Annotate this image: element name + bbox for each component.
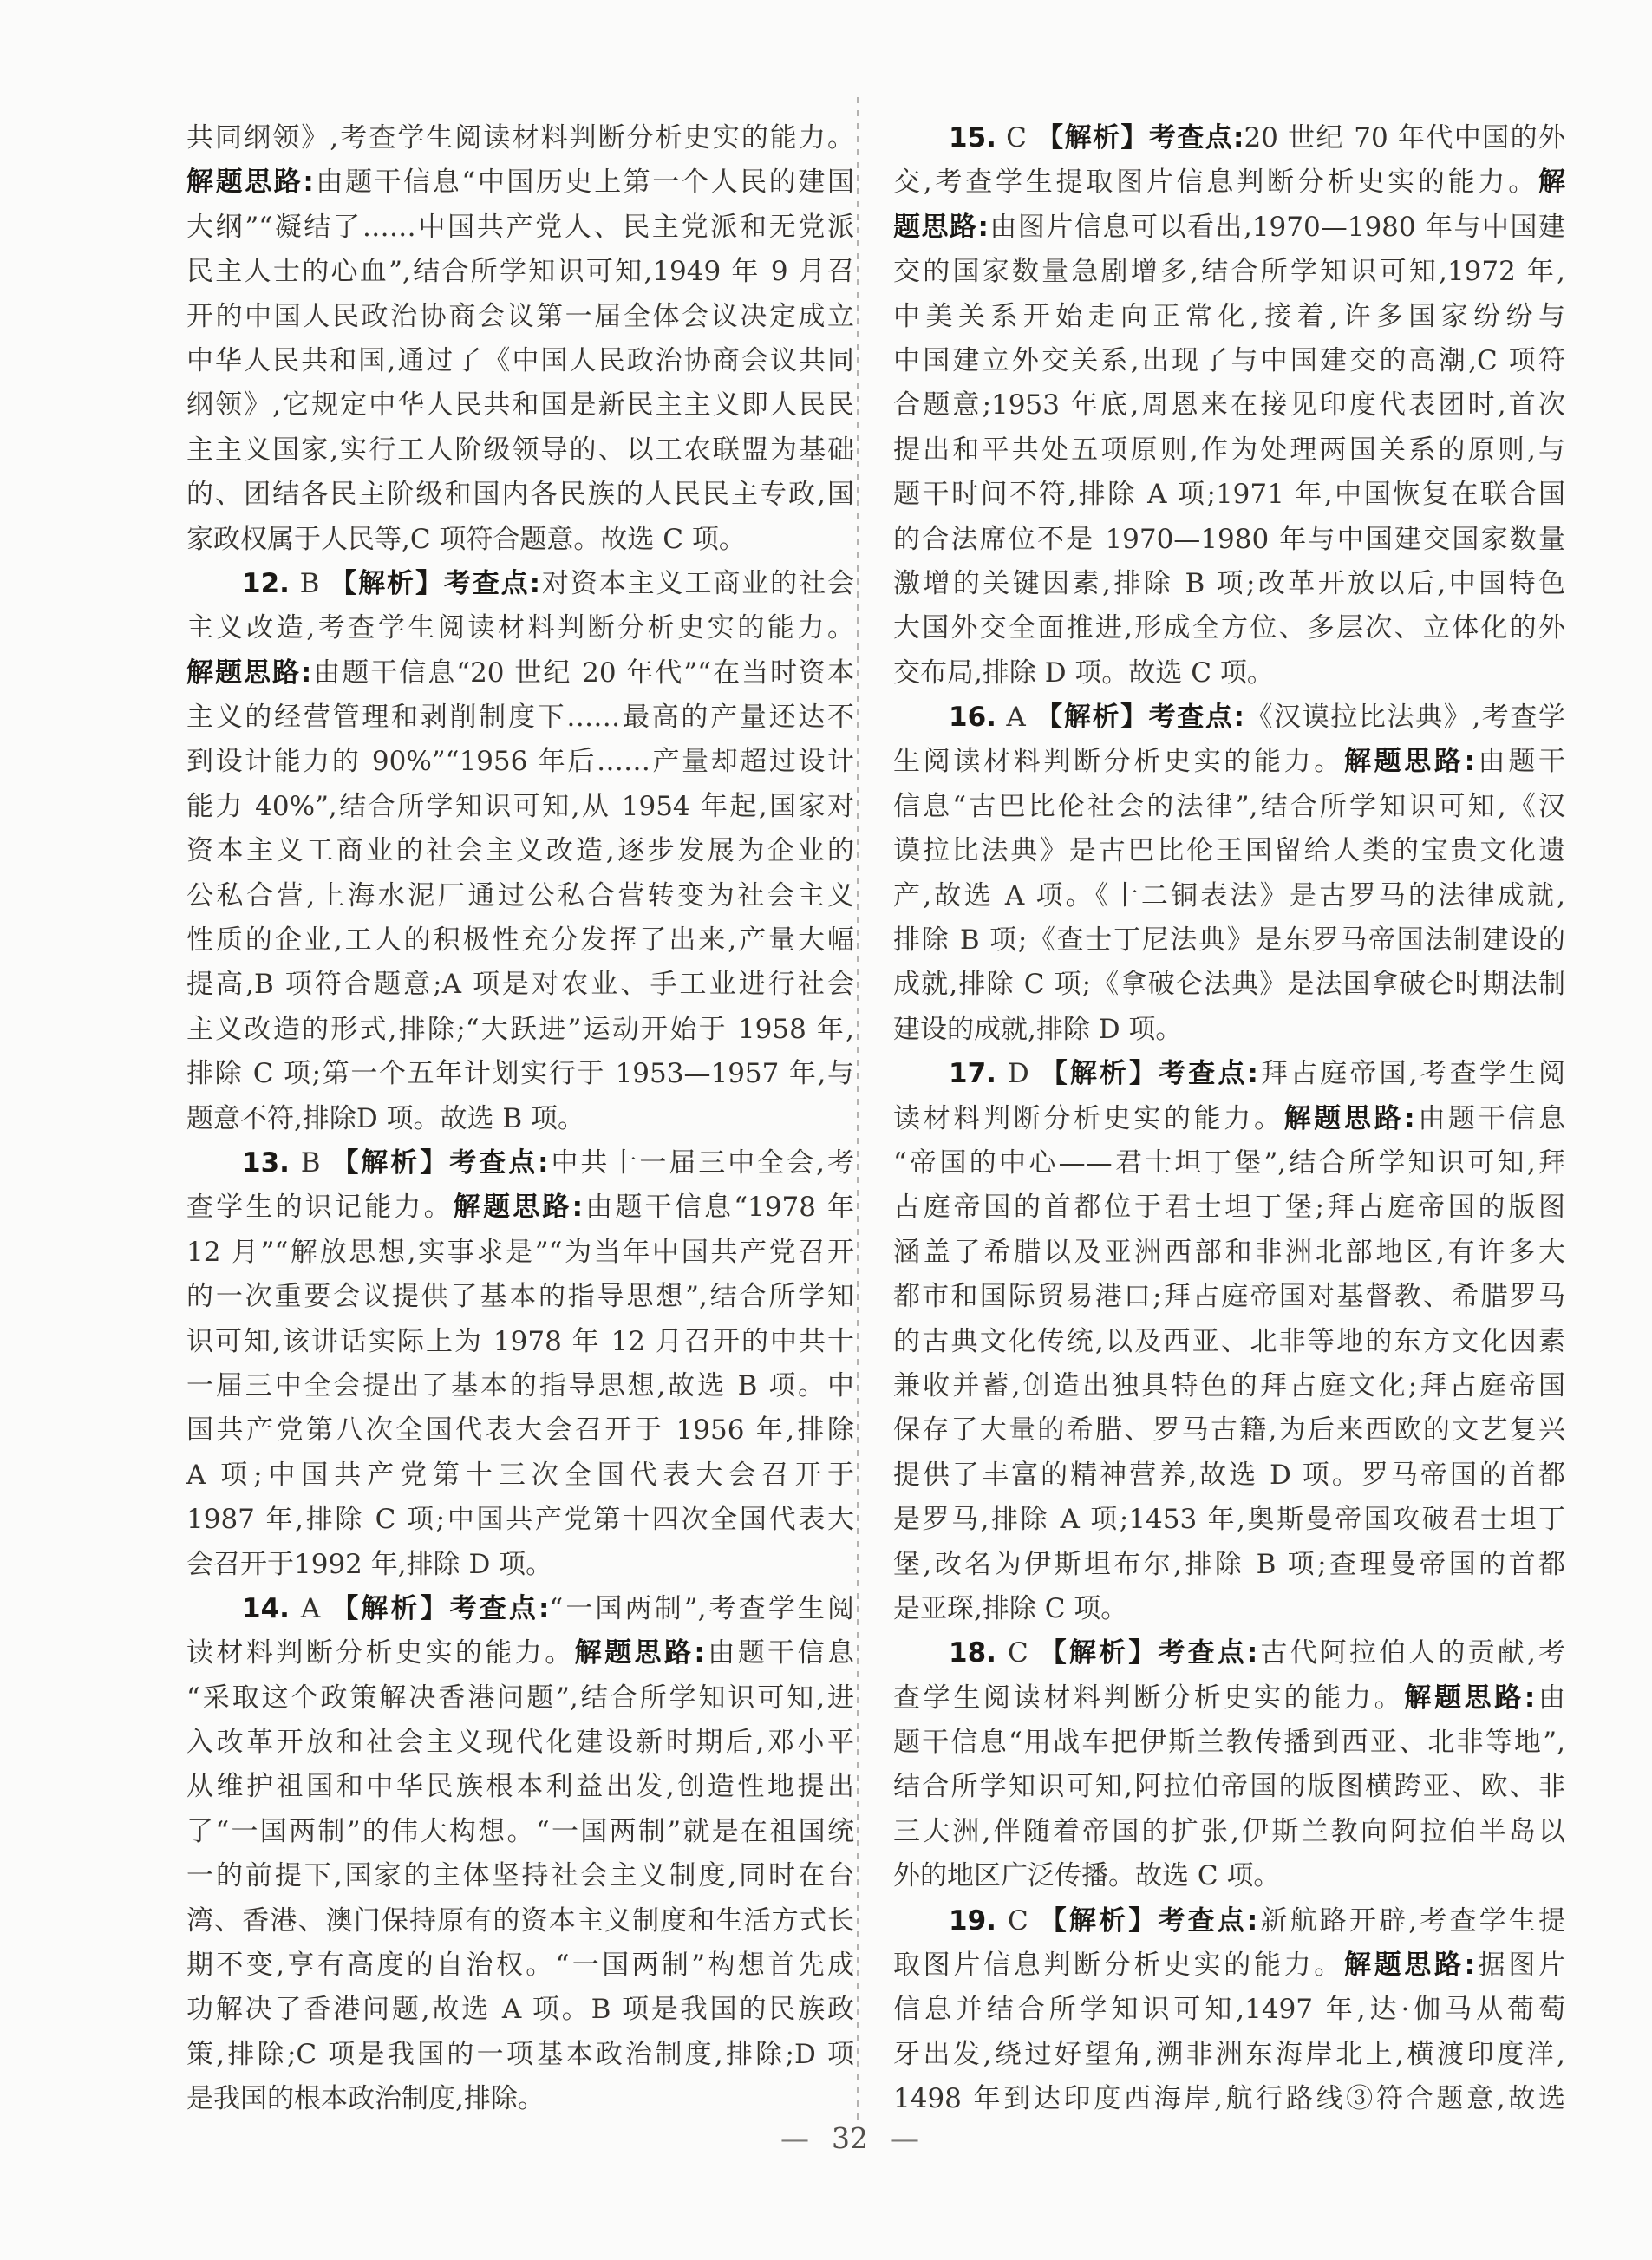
- bold-run: 【解析】考查点:: [331, 1146, 549, 1179]
- text-run: 湾、香港、澳门保持原有的资本主义制度和生活方式长: [186, 1904, 854, 1937]
- text-run: “一国两制”,考查学生阅: [549, 1592, 854, 1624]
- text-run: 了“一国两制”的伟大构想。“一国两制”就是在祖国统: [186, 1815, 854, 1847]
- text-run: “采取这个政策解决香港问题”,结合所学知识可知,进: [186, 1682, 854, 1714]
- text-line: [893, 1498, 1565, 1542]
- text-run: 由图片信息可以看出,1970—1980 年与中国建: [988, 211, 1565, 243]
- text-line: [893, 2033, 1565, 2077]
- text-line: [893, 1543, 1565, 1587]
- text-line: [186, 1631, 854, 1675]
- text-run: 主主义国家,实行工人阶级领导的、以工农联盟为基础: [186, 434, 854, 466]
- text-line: [893, 1408, 1565, 1453]
- text-line: [186, 1810, 854, 1854]
- text-run: 由题干: [1475, 746, 1565, 778]
- bold-run: 【解析】考查点:: [330, 567, 540, 599]
- text-line: [186, 785, 854, 829]
- text-run: 激增的关键因素,排除 B 项;改革开放以后,中国特色: [893, 567, 1565, 599]
- text-run: 交的国家数量急剧增多,结合所学知识可知,1972 年,: [893, 256, 1565, 288]
- text-run: 中共十一届三中全会,考: [548, 1146, 854, 1179]
- text-run: C: [996, 1904, 1040, 1937]
- text-line: [186, 428, 854, 473]
- text-line: [893, 1008, 1565, 1052]
- bold-run: 解题思路:: [574, 1637, 705, 1669]
- text-line: [893, 963, 1565, 1007]
- text-line: [186, 1320, 854, 1364]
- text-line: [186, 339, 854, 383]
- text-line: [186, 2077, 854, 2121]
- text-line: [186, 1275, 854, 1319]
- text-line: [186, 473, 854, 517]
- text-line: [893, 606, 1565, 650]
- bold-run: 19.: [949, 1904, 996, 1937]
- text-run: 提高,B 项符合题意;A 项是对农业、手工业进行社会: [186, 969, 854, 1001]
- text-line: [893, 2077, 1565, 2121]
- bold-run: 【解析】考查点:: [331, 1592, 550, 1624]
- text-line: [186, 160, 854, 205]
- text-run: 信息“古巴比伦社会的法律”,结合所学知识可知,《汉: [893, 790, 1565, 822]
- right-text-column: [893, 116, 1565, 2122]
- text-run: 堡,改名为伊斯坦布尔,排除 B 项;查理曼帝国的首都: [893, 1548, 1565, 1580]
- bold-run: 解题思路:: [453, 1192, 583, 1224]
- bold-run: 15.: [949, 122, 996, 153]
- text-run: C: [996, 1637, 1040, 1669]
- text-line: [186, 1721, 854, 1765]
- text-run: 古代阿拉伯人的贡献,考: [1257, 1637, 1565, 1669]
- text-run: 能力 40%”,结合所学知识可知,从 1954 年起,国家对: [186, 790, 854, 822]
- text-run: 占庭帝国的首都位于君士坦丁堡;拜占庭帝国的版图: [893, 1192, 1565, 1224]
- text-run: 由题干信息“20 世纪 20 年代”“在当时资本: [311, 656, 854, 689]
- text-line: [186, 1408, 854, 1453]
- text-run: “帝国的中心——君士坦丁堡”,结合所学知识可知,拜: [893, 1146, 1565, 1179]
- text-run: 家政权属于人民等,C 项符合题意。故选 C 项。: [186, 523, 746, 555]
- text-run: 中华人民共和国,通过了《中国人民政治协商会议共同: [186, 344, 854, 376]
- text-run: 都市和国际贸易港口;拜占庭帝国对基督教、希腊罗马: [893, 1281, 1565, 1313]
- text-run: 的合法席位不是 1970—1980 年与中国建交国家数量: [893, 523, 1565, 555]
- text-run: 民主人士的心血”,结合所学知识可知,1949 年 9 月召: [186, 256, 854, 288]
- text-run: 是我国的根本政治制度,排除。: [186, 2083, 545, 2115]
- text-run: 主义改造的形式,排除;“大跃进”运动开始于 1958 年,: [186, 1013, 854, 1045]
- text-line: [186, 1676, 854, 1721]
- text-line: [186, 1765, 854, 1809]
- text-line: [893, 1721, 1565, 1765]
- text-run: 排除 B 项;《查士丁尼法典》是东罗马帝国法制建设的: [893, 924, 1565, 957]
- bold-run: 【解析】考查点:: [1035, 702, 1244, 734]
- text-run: 结合所学知识可知,阿拉伯帝国的版图横跨亚、欧、非: [893, 1771, 1565, 1803]
- bold-run: 解题思路:: [186, 656, 312, 689]
- text-line: [186, 383, 854, 428]
- text-run: 建设的成就,排除 D 项。: [893, 1013, 1183, 1045]
- text-line: [893, 651, 1565, 696]
- text-run: 1498 年到达印度西海岸,航行路线③符合题意,故选: [893, 2083, 1565, 2115]
- text-run: 题意不符,排除D 项。故选 B 项。: [186, 1102, 585, 1134]
- text-run: 拜占庭帝国,考查学生阅: [1257, 1058, 1565, 1090]
- text-line: [186, 740, 854, 784]
- text-run: B: [289, 567, 330, 599]
- text-run: 纲领》,它规定中华人民共和国是新民主主义即人民民: [186, 389, 854, 421]
- text-line: [186, 518, 854, 562]
- text-line: [186, 1943, 854, 1988]
- text-run: A: [996, 702, 1036, 734]
- text-run: A 项;中国共产党第十三次全国代表大会召开于: [186, 1459, 854, 1491]
- bold-run: 16.: [949, 702, 996, 734]
- text-run: 涵盖了希腊以及亚洲西部和非洲北部地区,有许多大: [893, 1236, 1565, 1268]
- text-line: [893, 383, 1565, 428]
- text-run: 入改革开放和社会主义现代化建设新时期后,邓小平: [186, 1727, 854, 1759]
- text-run: 功解决了香港问题,故选 A 项。B 项是我国的民族政: [186, 1994, 854, 2026]
- text-run: 谟拉比法典》是古巴比伦王国留给人类的宝贵文化遗: [893, 835, 1565, 867]
- bold-run: 【解析】考查点:: [1036, 122, 1244, 153]
- text-line: [893, 250, 1565, 294]
- text-run: 12 月”“解放思想,实事求是”“为当年中国共产党召开: [186, 1236, 854, 1268]
- text-line: [893, 829, 1565, 873]
- text-line: [893, 696, 1565, 740]
- text-run: 兼收并蓄,创造出独具特色的拜占庭文化;拜占庭帝国: [893, 1369, 1565, 1401]
- bold-run: 【解析】考查点:: [1040, 1058, 1258, 1090]
- text-run: 产,故选 A 项。《十二铜表法》是古罗马的法律成就,: [893, 879, 1565, 911]
- text-run: 外的地区广泛传播。故选 C 项。: [893, 1860, 1281, 1892]
- text-run: 公私合营,上海水泥厂通过公私合营转变为社会主义: [186, 879, 854, 911]
- text-run: 交,考查学生提取图片信息判断分析史实的能力。: [893, 167, 1538, 199]
- bold-run: 解题思路:: [1404, 1682, 1536, 1714]
- text-run: 中国建立外交关系,出现了与中国建交的高潮,C 项符: [893, 344, 1565, 376]
- text-line: [893, 785, 1565, 829]
- page-number: 32: [832, 2121, 868, 2155]
- text-run: 识可知,该讲话实际上为 1978 年 12 月召开的中共十: [186, 1325, 854, 1357]
- bold-run: 解: [1538, 167, 1565, 199]
- text-run: 从维护祖国和中华民族根本利益出发,创造性地提出: [186, 1771, 854, 1803]
- text-line: [186, 1988, 854, 2032]
- text-line: [186, 829, 854, 873]
- text-line: [186, 206, 854, 250]
- text-line: [186, 696, 854, 740]
- bold-run: 解题思路:: [1283, 1102, 1415, 1134]
- text-line: [893, 1097, 1565, 1141]
- text-run: 《汉谟拉比法典》,考查学: [1244, 702, 1565, 734]
- text-line: [186, 1231, 854, 1275]
- text-run: 策,排除;C 项是我国的一项基本政治制度,排除;D 项: [186, 2038, 854, 2070]
- bold-run: 【解析】考查点:: [1039, 1904, 1258, 1937]
- page-footer: [780, 2121, 919, 2155]
- text-run: 的一次重要会议提供了基本的指导思想”,结合所学知: [186, 1281, 854, 1313]
- text-line: [186, 1498, 854, 1542]
- text-run: 合题意;1953 年底,周恩来在接见印度代表团时,首次: [893, 389, 1565, 421]
- text-line: [186, 1141, 854, 1186]
- text-line: [186, 963, 854, 1007]
- text-line: [893, 1141, 1565, 1186]
- text-line: [893, 1854, 1565, 1898]
- text-run: 题干信息“用战车把伊斯兰教传播到西亚、北非等地”,: [893, 1727, 1565, 1759]
- bold-run: 14.: [242, 1592, 290, 1624]
- text-line: [893, 1231, 1565, 1275]
- text-run: 大纲”“凝结了……中国共产党人、民主党派和无党派: [186, 211, 854, 243]
- text-run: 由题干信息“1978 年: [583, 1192, 854, 1224]
- text-run: 一的前提下,国家的主体坚持社会主义制度,同时在台: [186, 1860, 854, 1892]
- text-run: 是罗马,排除 A 项;1453 年,奥斯曼帝国攻破君士坦丁: [893, 1504, 1565, 1536]
- text-line: [893, 1364, 1565, 1408]
- text-line: [186, 1008, 854, 1052]
- text-line: [893, 562, 1565, 606]
- text-run: 三大洲,伴随着帝国的扩张,伊斯兰教向阿拉伯半岛以: [893, 1815, 1565, 1847]
- text-line: [186, 1364, 854, 1408]
- text-line: [186, 606, 854, 650]
- text-line: [893, 116, 1565, 160]
- text-line: [186, 116, 854, 160]
- text-line: [893, 206, 1565, 250]
- text-run: 新航路开辟,考查学生提: [1257, 1904, 1565, 1937]
- text-line: [893, 1899, 1565, 1943]
- text-line: [893, 1186, 1565, 1230]
- text-line: [186, 651, 854, 696]
- bold-run: 18.: [949, 1637, 996, 1669]
- text-line: [186, 295, 854, 339]
- text-run: 主义的经营管理和剥削制度下……最高的产量还达不: [186, 702, 854, 734]
- text-line: [893, 1275, 1565, 1319]
- bold-run: 13.: [242, 1146, 290, 1179]
- text-run: 排除 C 项;第一个五年计划实行于 1953—1957 年,与: [186, 1058, 854, 1090]
- column-divider: [857, 97, 859, 2120]
- text-run: 读材料判断分析史实的能力。: [893, 1102, 1284, 1134]
- text-line: [893, 1943, 1565, 1988]
- text-line: [186, 1052, 854, 1096]
- text-run: 生阅读材料判断分析史实的能力。: [893, 746, 1344, 778]
- text-line: [893, 428, 1565, 473]
- bold-run: 解题思路:: [186, 167, 314, 199]
- text-run: 资本主义工商业的社会主义改造,逐步发展为企业的: [186, 835, 854, 867]
- text-line: [893, 1765, 1565, 1809]
- left-text-column: [186, 116, 854, 2122]
- text-line: [186, 250, 854, 294]
- bold-run: 【解析】考查点:: [1039, 1637, 1258, 1669]
- text-run: 成就,排除 C 项;《拿破仑法典》是法国拿破仑时期法制: [893, 969, 1565, 1001]
- text-line: [893, 473, 1565, 517]
- text-line: [893, 874, 1565, 918]
- text-run: 信息并结合所学知识可知,1497 年,达·伽马从葡萄: [893, 1994, 1565, 2026]
- text-run: 取图片信息判断分析史实的能力。: [893, 1950, 1344, 1982]
- text-run: 一届三中全会提出了基本的指导思想,故选 B 项。中: [186, 1369, 854, 1401]
- text-run: 到设计能力的 90%”“1956 年后……产量却超过设计: [186, 746, 854, 778]
- text-run: A: [289, 1592, 332, 1624]
- text-line: [893, 1988, 1565, 2032]
- text-line: [186, 1854, 854, 1898]
- bold-run: 解题思路:: [1343, 1950, 1476, 1982]
- text-run: 由题干信息“中国历史上第一个人民的建国: [313, 167, 854, 199]
- text-line: [186, 1186, 854, 1230]
- text-line: [186, 1543, 854, 1587]
- text-line: [186, 1097, 854, 1141]
- text-run: 会召开于1992 年,排除 D 项。: [186, 1548, 553, 1580]
- text-run: 交布局,排除 D 项。故选 C 项。: [893, 656, 1274, 689]
- text-line: [893, 518, 1565, 562]
- text-line: [893, 918, 1565, 963]
- text-run: 20 世纪 70 年代中国的外: [1244, 122, 1565, 153]
- text-run: 1987 年,排除 C 项;中国共产党第十四次全国代表大: [186, 1504, 854, 1536]
- text-run: 共同纲领》,考查学生阅读材料判断分析史实的能力。: [186, 122, 854, 153]
- text-run: 牙出发,绕过好望角,溯非洲东海岸北上,横渡印度洋,: [893, 2038, 1565, 2070]
- text-run: 保存了大量的希腊、罗马古籍,为后来西欧的文艺复兴: [893, 1414, 1565, 1447]
- text-run: 是亚琛,排除 C 项。: [893, 1592, 1128, 1624]
- text-line: [893, 1631, 1565, 1675]
- text-run: D: [996, 1058, 1041, 1090]
- text-run: 提出和平共处五项原则,作为处理两国关系的原则,与: [893, 434, 1565, 466]
- footer-left-dash: —: [780, 2121, 809, 2155]
- text-run: 大国外交全面推进,形成全方位、多层次、立体化的外: [893, 612, 1565, 644]
- text-run: 由题干信息: [1414, 1102, 1565, 1134]
- text-line: [186, 562, 854, 606]
- text-line: [186, 1587, 854, 1631]
- text-line: [893, 1453, 1565, 1498]
- text-line: [186, 2033, 854, 2077]
- text-line: [186, 1899, 854, 1943]
- bold-run: 解题思路:: [1343, 746, 1476, 778]
- text-line: [893, 339, 1565, 383]
- text-line: [893, 1320, 1565, 1364]
- text-run: 期不变,享有高度的自治权。“一国两制”构想首先成: [186, 1950, 854, 1982]
- text-line: [893, 295, 1565, 339]
- text-run: 题干时间不符,排除 A 项;1971 年,中国恢复在联合国: [893, 479, 1565, 511]
- text-line: [186, 918, 854, 963]
- bold-run: 题思路:: [893, 211, 989, 243]
- text-run: 对资本主义工商业的社会: [540, 567, 854, 599]
- text-run: 据图片: [1475, 1950, 1565, 1982]
- text-line: [893, 740, 1565, 784]
- text-run: B: [289, 1146, 332, 1179]
- footer-right-dash: —: [891, 2121, 919, 2155]
- text-run: 读材料判断分析史实的能力。: [186, 1637, 575, 1669]
- text-run: 开的中国人民政治协商会议第一届全体会议决定成立: [186, 300, 854, 332]
- text-run: 的古典文化传统,以及西亚、北非等地的东方文化因素: [893, 1325, 1565, 1357]
- text-run: 性质的企业,工人的积极性充分发挥了出来,产量大幅: [186, 924, 854, 957]
- text-run: 主义改造,考查学生阅读材料判断分析史实的能力。: [186, 612, 854, 644]
- text-line: [186, 1453, 854, 1498]
- text-run: 中美关系开始走向正常化,接着,许多国家纷纷与: [893, 300, 1565, 332]
- text-run: 国共产党第八次全国代表大会召开于 1956 年,排除: [186, 1414, 854, 1447]
- text-run: 由: [1535, 1682, 1565, 1714]
- text-line: [893, 160, 1565, 205]
- text-line: [893, 1810, 1565, 1854]
- text-line: [893, 1052, 1565, 1096]
- text-run: 查学生阅读材料判断分析史实的能力。: [893, 1682, 1405, 1714]
- bold-run: 17.: [949, 1058, 996, 1090]
- text-line: [186, 874, 854, 918]
- text-run: C: [996, 122, 1037, 153]
- text-run: 的、团结各民主阶级和国内各民族的人民民主专政,国: [186, 479, 854, 511]
- text-run: 查学生的识记能力。: [186, 1192, 454, 1224]
- text-run: 提供了丰富的精神营养,故选 D 项。罗马帝国的首都: [893, 1459, 1565, 1491]
- bold-run: 12.: [242, 567, 290, 599]
- text-line: [893, 1676, 1565, 1721]
- text-line: [893, 1587, 1565, 1631]
- text-run: 由题干信息: [704, 1637, 854, 1669]
